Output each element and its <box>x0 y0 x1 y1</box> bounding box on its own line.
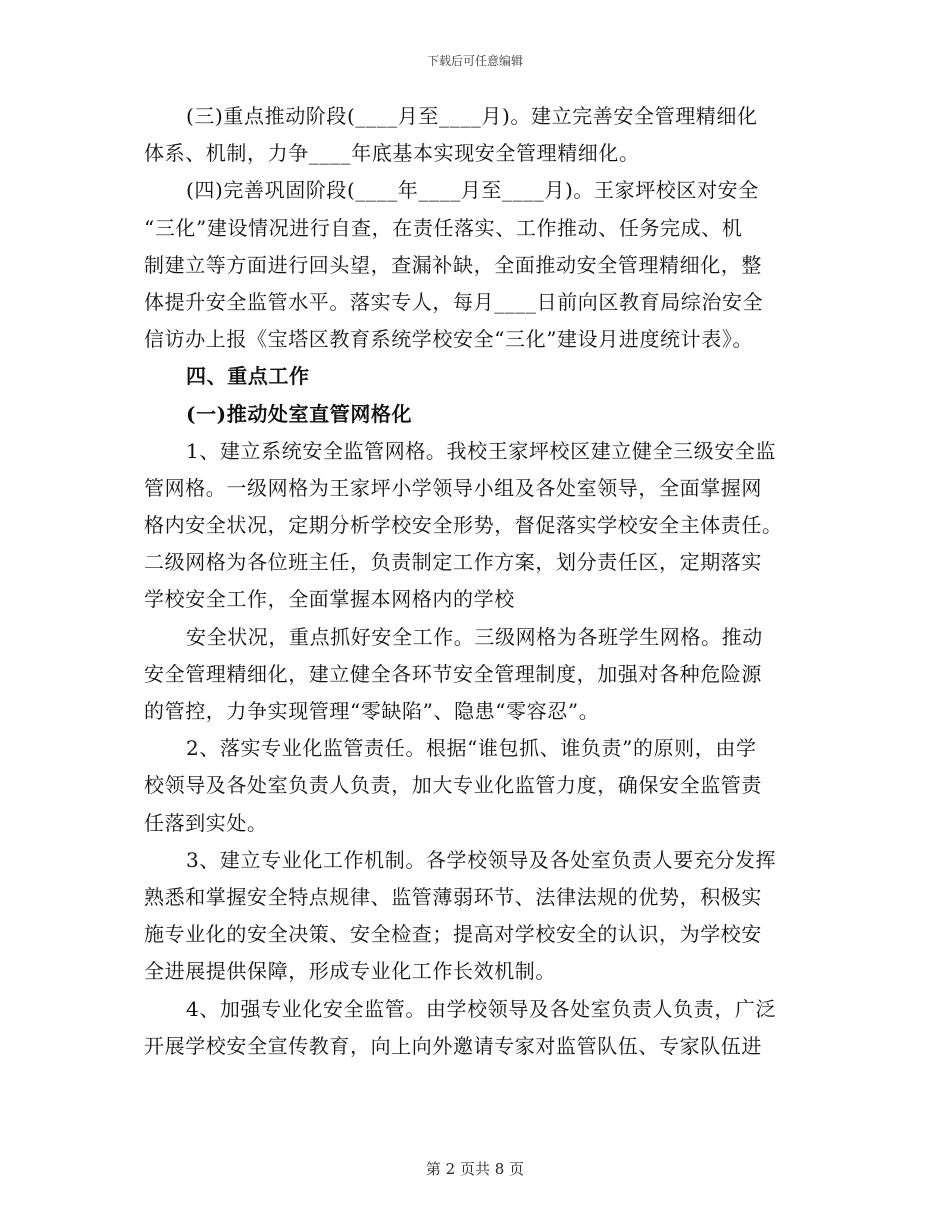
paragraph-line: 3、建立专业化工作机制。各学校领导及各处室负责人要充分发挥 <box>186 847 777 872</box>
paragraph-line: 2、落实专业化监管责任。根据“谁包抓、谁负责”的原则，由学 <box>186 736 757 761</box>
paragraph-line: 安全管理精细化，建立健全各环节安全管理制度，加强对各种危险源 <box>144 661 762 686</box>
paragraph-line: “三化”建设情况进行自查，在责任落实、工作推动、任务完成、机 <box>144 215 743 240</box>
paragraph-line: 二级网格为各位班主任，负责制定工作方案，划分责任区，定期落实 <box>144 550 762 575</box>
paragraph-line: 信访办上报《宝塔区教育系统学校安全“三化”建设月进度统计表》。 <box>144 327 754 352</box>
section-heading-line: (一)推动处室直管网格化 <box>186 401 413 426</box>
document-body <box>144 106 808 1073</box>
paragraph-line: 格内安全状况，定期分析学校安全形势，督促落实学校安全主体责任。 <box>144 513 783 538</box>
section-heading-line: 四、重点工作 <box>186 364 310 389</box>
paragraph-line: 体提升安全监管水平。落实专人，每月____日前向区教育局综治安全 <box>144 289 764 314</box>
paragraph-line: 安全状况，重点抓好安全工作。三级网格为各班学生网格。推动 <box>186 624 763 649</box>
paragraph-line: 管网格。一级网格为王家坪小学领导小组及各处室领导，全面掌握网 <box>144 475 762 500</box>
paragraph-line: 施专业化的安全决策、安全检查；提高对学校安全的认识，为学校安 <box>144 922 762 947</box>
paragraph-line: 制建立等方面进行回头望，查漏补缺，全面推动安全管理精细化，整 <box>144 252 762 277</box>
paragraph-line: 的管控，力争实现管理“零缺陷”、隐患“零容忍”。 <box>144 699 600 723</box>
paragraph-line: 体系、机制，力争____年底基本实现安全管理精细化。 <box>144 141 640 166</box>
paragraph-line: 熟悉和掌握安全特点规律、监管薄弱环节、法律法规的优势，积极实 <box>144 884 762 909</box>
paragraph-line: 4、加强专业化安全监管。由学校领导及各处室负责人负责，广泛 <box>186 996 777 1021</box>
paragraph-line: 学校安全工作，全面掌握本网格内的学校 <box>144 587 515 612</box>
paragraph-line: 1、建立系统安全监管网格。我校王家坪校区建立健全三级安全监 <box>186 438 777 463</box>
paragraph-line: (三)重点推动阶段(____月至____月)。建立完善安全管理精细化 <box>186 104 758 128</box>
page-footer: 第 2 页共 8 页 <box>425 1160 525 1178</box>
paragraph-line: 全进展提供保障，形成专业化工作长效机制。 <box>144 959 556 984</box>
paragraph-line: (四)完善巩固阶段(____年____月至____月)。王家坪校区对安全 <box>186 178 759 203</box>
paragraph-line: 任落到实处。 <box>144 810 268 835</box>
paragraph-line: 开展学校安全宣传教育，向上向外邀请专家对监管队伍、专家队伍进 <box>144 1033 762 1058</box>
page-header: 下载后可任意编辑 <box>426 54 523 68</box>
paragraph-line: 校领导及各处室负责人负责，加大专业化监管力度，确保安全监管责 <box>144 773 762 798</box>
